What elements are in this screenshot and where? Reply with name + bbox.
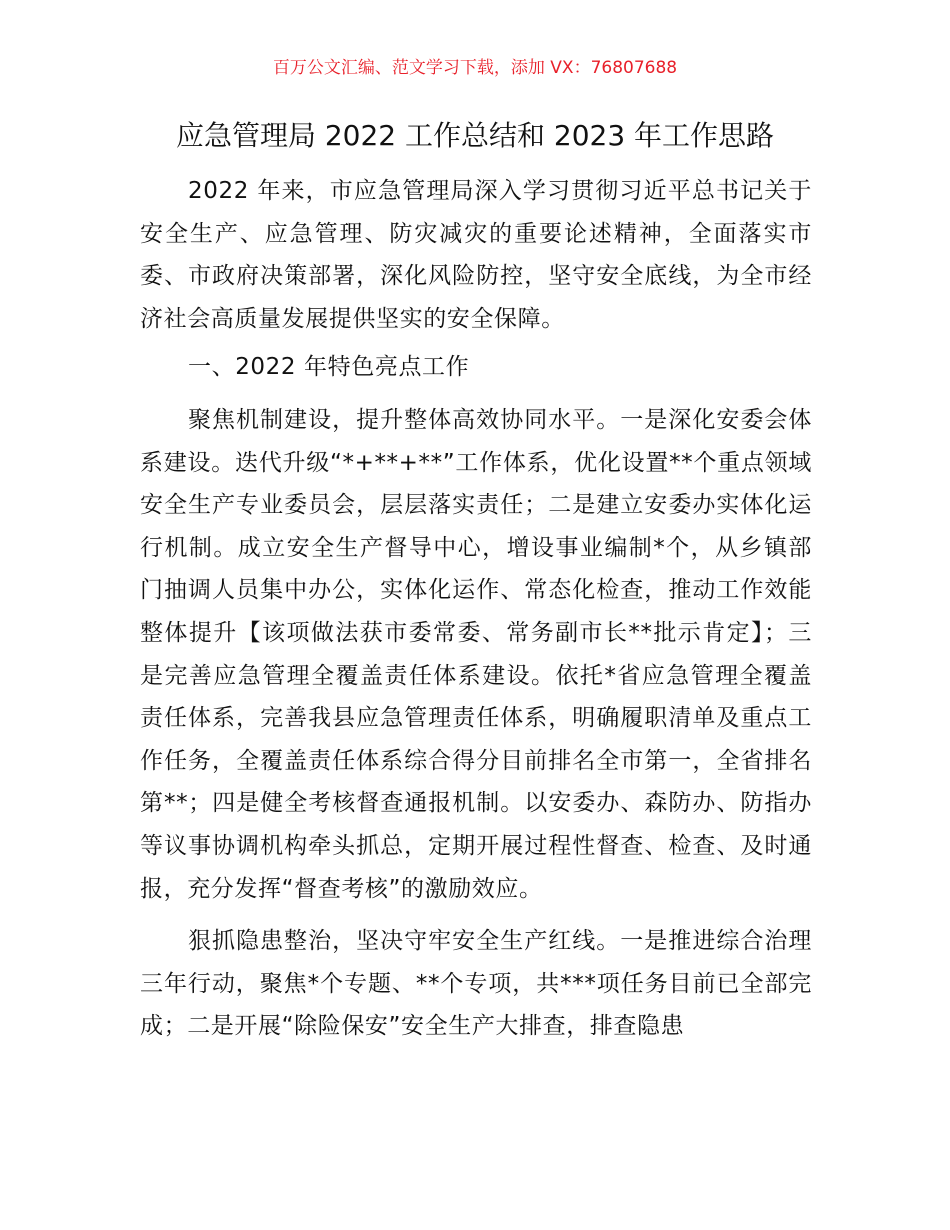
section-heading: 一、2022 年特色亮点工作 — [188, 354, 470, 381]
document-title: 应急管理局 2022 工作总结和 2023 年工作思路 — [175, 119, 775, 152]
header-banner: 百万公文汇编、范文学习下载，添加 VX：76807688 — [272, 58, 678, 78]
body-paragraph-2: 狠抓隐患整治，坚决守牢安全生产红线。一是推进综合治理三年行动，聚焦*个专题、**个专项，共***项任务目前已全部完成；二是开展“除险保安”安全生产大排查，排查隐患 — [140, 928, 812, 1040]
intro-paragraph: 2022 年来，市应急管理局深入学习贯彻习近平总书记关于安全生产、应急管理、防灾减灾的重要论述精神，全面落实市委、市政府决策部署，深化风险防控，坚守安全底线，为全市经济社会高质量发展提供坚实的安全保障。 — [140, 178, 812, 332]
document-body — [140, 170, 812, 1048]
body-paragraph-1: 聚焦机制建设，提升整体高效协同水平。一是深化安委会体系建设。迭代升级“*+**+**”工作体系，优化设置**个重点领域安全生产专业委员会，层层落实责任；二是建立安委办实体化运行机制。成立安全生产督导中心，增设事业编制*个，从乡镇部门抽调人员集中办公，实体化运作、常态化检查，推动工作效能整体提升【该项做法获市委常委、常务副市长**批示肯定】；三是完善应急管理全覆盖责任体系建设。依托*省应急管理全覆盖责任体系，完善我县应急管理责任体系，明确履职清单及重点工作任务，全覆盖责任体系综合得分目前排名全市第一，全省排名第**；四是健全考核督查通报机制。以安委办、森防办、防指办等议事协调机构牵头抓总，定期开展过程性督查、检查、及时通报，充分发挥“督查考核”的激励效应。 — [140, 406, 812, 902]
